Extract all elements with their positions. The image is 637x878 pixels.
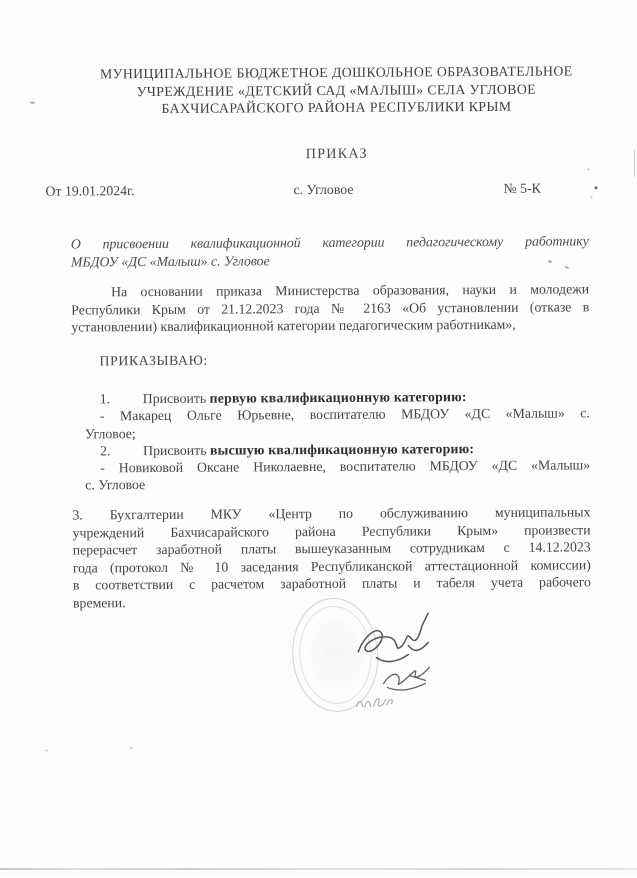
order-date: От 19.01.2024г. (45, 183, 135, 199)
signature-makarets (353, 690, 395, 714)
signature-novikova (379, 657, 433, 693)
scan-edge-artifact (634, 150, 635, 177)
organization-name: МУНИЦИПАЛЬНОЕ БЮДЖЕТНОЕ ДОШКОЛЬНОЕ ОБРАЗОВАТЕЛЬНОЕ УЧРЕЖДЕНИЕ «ДЕТСКИЙ САД «МАЛЫШ» СЕЛА УГЛОВОЕ БАХЧИСАРАЙСКОГО РАЙОНА РЕСПУБЛИКИ КРЫМ (99, 63, 573, 116)
order-place: с. Угловое (293, 181, 354, 198)
order-preamble: На основании приказа Министерства образования, науки и молодежи Республики Крым от 21.12.2023 года № 2163 «Об установлении (отказе в установлении) квалификационной категории педагогическим работникам», (71, 281, 590, 335)
scan-speck (130, 747, 133, 749)
order-item-1-category: первую квалификационную категорию: (209, 389, 467, 406)
order-requisites-row (0, 180, 636, 204)
order-item-2-lead: Присвоить (143, 442, 210, 458)
scan-speck (45, 750, 48, 752)
order-item-1-number: 1. (99, 391, 111, 407)
scan-speck (591, 196, 593, 198)
scan-speck (565, 266, 569, 269)
document-type-title: ПРИКАЗ (305, 145, 368, 163)
order-subject: О присвоении квалификационной категории педагогическому работнику МБДОУ «ДС «Малыш» с. Угловое (70, 233, 589, 270)
order-command-word: ПРИКАЗЫВАЮ: (99, 352, 208, 369)
order-items (85, 387, 591, 494)
order-item-1-person: - Макарец Ольге Юрьевне, воспитателю МБДОУ «ДС «Малыш» с. Угловое; (84, 405, 590, 442)
order-item-2-person: - Новиковой Оксане Николаевне, воспитателю МБДОУ «ДС «Малыш» с. Угловое (85, 457, 591, 493)
order-number: № 5-К (503, 180, 541, 196)
order-item-1-lead: Присвоить (142, 390, 210, 407)
scan-speck (30, 102, 35, 104)
scan-speck (594, 186, 597, 189)
scan-speck (587, 168, 589, 170)
order-item-2 (85, 439, 590, 494)
scan-bottom-edge (0, 868, 637, 870)
order-item-2-number: 2. (100, 443, 111, 459)
order-resolution-paragraph: 3. Бухгалтерии МКУ «Центр по обслуживанию муниципальных учреждений Бахчисарайского района Республики Крым» произвести перерасчет заработной платы вышеуказанным сотрудникам с 14.12.2023 года (протокол № 10 заседания Республиканской аттестационной комиссии) в соответствии с расчетом заработной платы и табеля учета рабочего времени. (72, 504, 591, 611)
order-item-1 (85, 387, 590, 442)
order-item-2-category: высшую квалификационную категорию: (209, 440, 475, 458)
